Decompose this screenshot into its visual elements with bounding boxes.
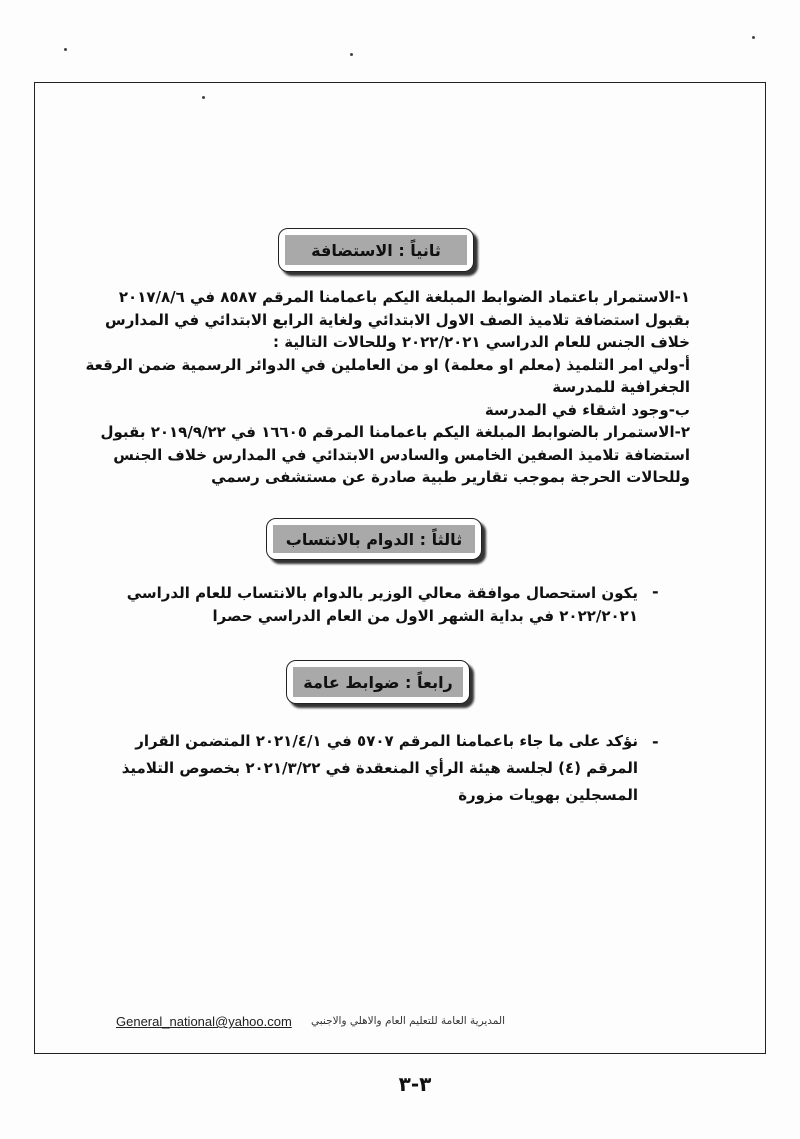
section-general-rules-body — [108, 728, 638, 809]
section-heading-general-rules — [286, 660, 470, 704]
footer-department: المديرية العامة للتعليم العام والاهلي والاجنبي — [310, 1015, 505, 1027]
section-heading-general-rules-label: رابعاً : ضوابط عامة — [293, 667, 463, 697]
page-number: ٣-٣ — [398, 1072, 432, 1096]
general-rules-line: المسجلين بهويات مزورة — [458, 786, 638, 804]
section-attendance-body — [108, 582, 638, 627]
scan-speck — [350, 53, 353, 56]
scan-speck — [202, 96, 205, 99]
hosting-line: استضافة تلاميذ الصفين الخامس والسادس الابتدائي في المدارس خلاف الجنس — [113, 445, 690, 464]
bullet-dash: - — [652, 582, 659, 601]
general-rules-line: المرقم (٤) لجلسة هيئة الرأي المنعقدة في ٢٠٢١/٣/٢٢ بخصوص التلاميذ — [121, 759, 638, 777]
section-heading-hosting — [278, 228, 474, 272]
section-hosting-body — [80, 286, 690, 489]
general-rules-line: نؤكد على ما جاء باعمامنا المرقم ٥٧٠٧ في ٢٠٢١/٤/١ المتضمن القرار — [135, 732, 638, 750]
hosting-line: ب-وجود اشقاء في المدرسة — [484, 400, 690, 419]
hosting-line: بقبول استضافة تلاميذ الصف الاول الابتدائي ولغاية الرابع الابتدائي في المدارس — [105, 310, 690, 329]
hosting-line: الجغرافية للمدرسة — [552, 378, 690, 396]
section-heading-attendance-label: ثالثاً : الدوام بالانتساب — [273, 525, 475, 553]
section-heading-attendance — [266, 518, 482, 560]
attendance-line: يكون استحصال موافقة معالي الوزير بالدوام بالانتساب للعام الدراسي — [126, 584, 638, 602]
hosting-line: خلاف الجنس للعام الدراسي ٢٠٢٢/٢٠٢١ وللحالات التالية : — [273, 333, 690, 351]
attendance-line: ٢٠٢٢/٢٠٢١ في بداية الشهر الاول من العام الدراسي حصرا — [212, 606, 638, 625]
hosting-line: ١-الاستمرار باعتماد الضوابط المبلغة اليكم باعمامنا المرقم ٨٥٨٧ في ٢٠١٧/٨/٦ — [118, 288, 690, 306]
hosting-line: أ-ولي امر التلميذ (معلم او معلمة) او من العاملين في الدوائر الرسمية ضمن الرقعة — [85, 355, 690, 374]
footer-email-link[interactable]: General_national@yahoo.com — [116, 1014, 292, 1029]
scan-speck — [752, 36, 755, 39]
hosting-line: ٢-الاستمرار بالضوابط المبلغة اليكم باعمامنا المرقم ١٦٦٠٥ في ٢٠١٩/٩/٢٢ بقبول — [100, 423, 690, 441]
scan-speck — [64, 48, 67, 51]
hosting-line: وللحالات الحرجة بموجب تقارير طبية صادرة عن مستشفى رسمي — [211, 468, 690, 486]
section-heading-hosting-label: ثانياً : الاستضافة — [285, 235, 467, 265]
bullet-dash: - — [652, 732, 659, 751]
